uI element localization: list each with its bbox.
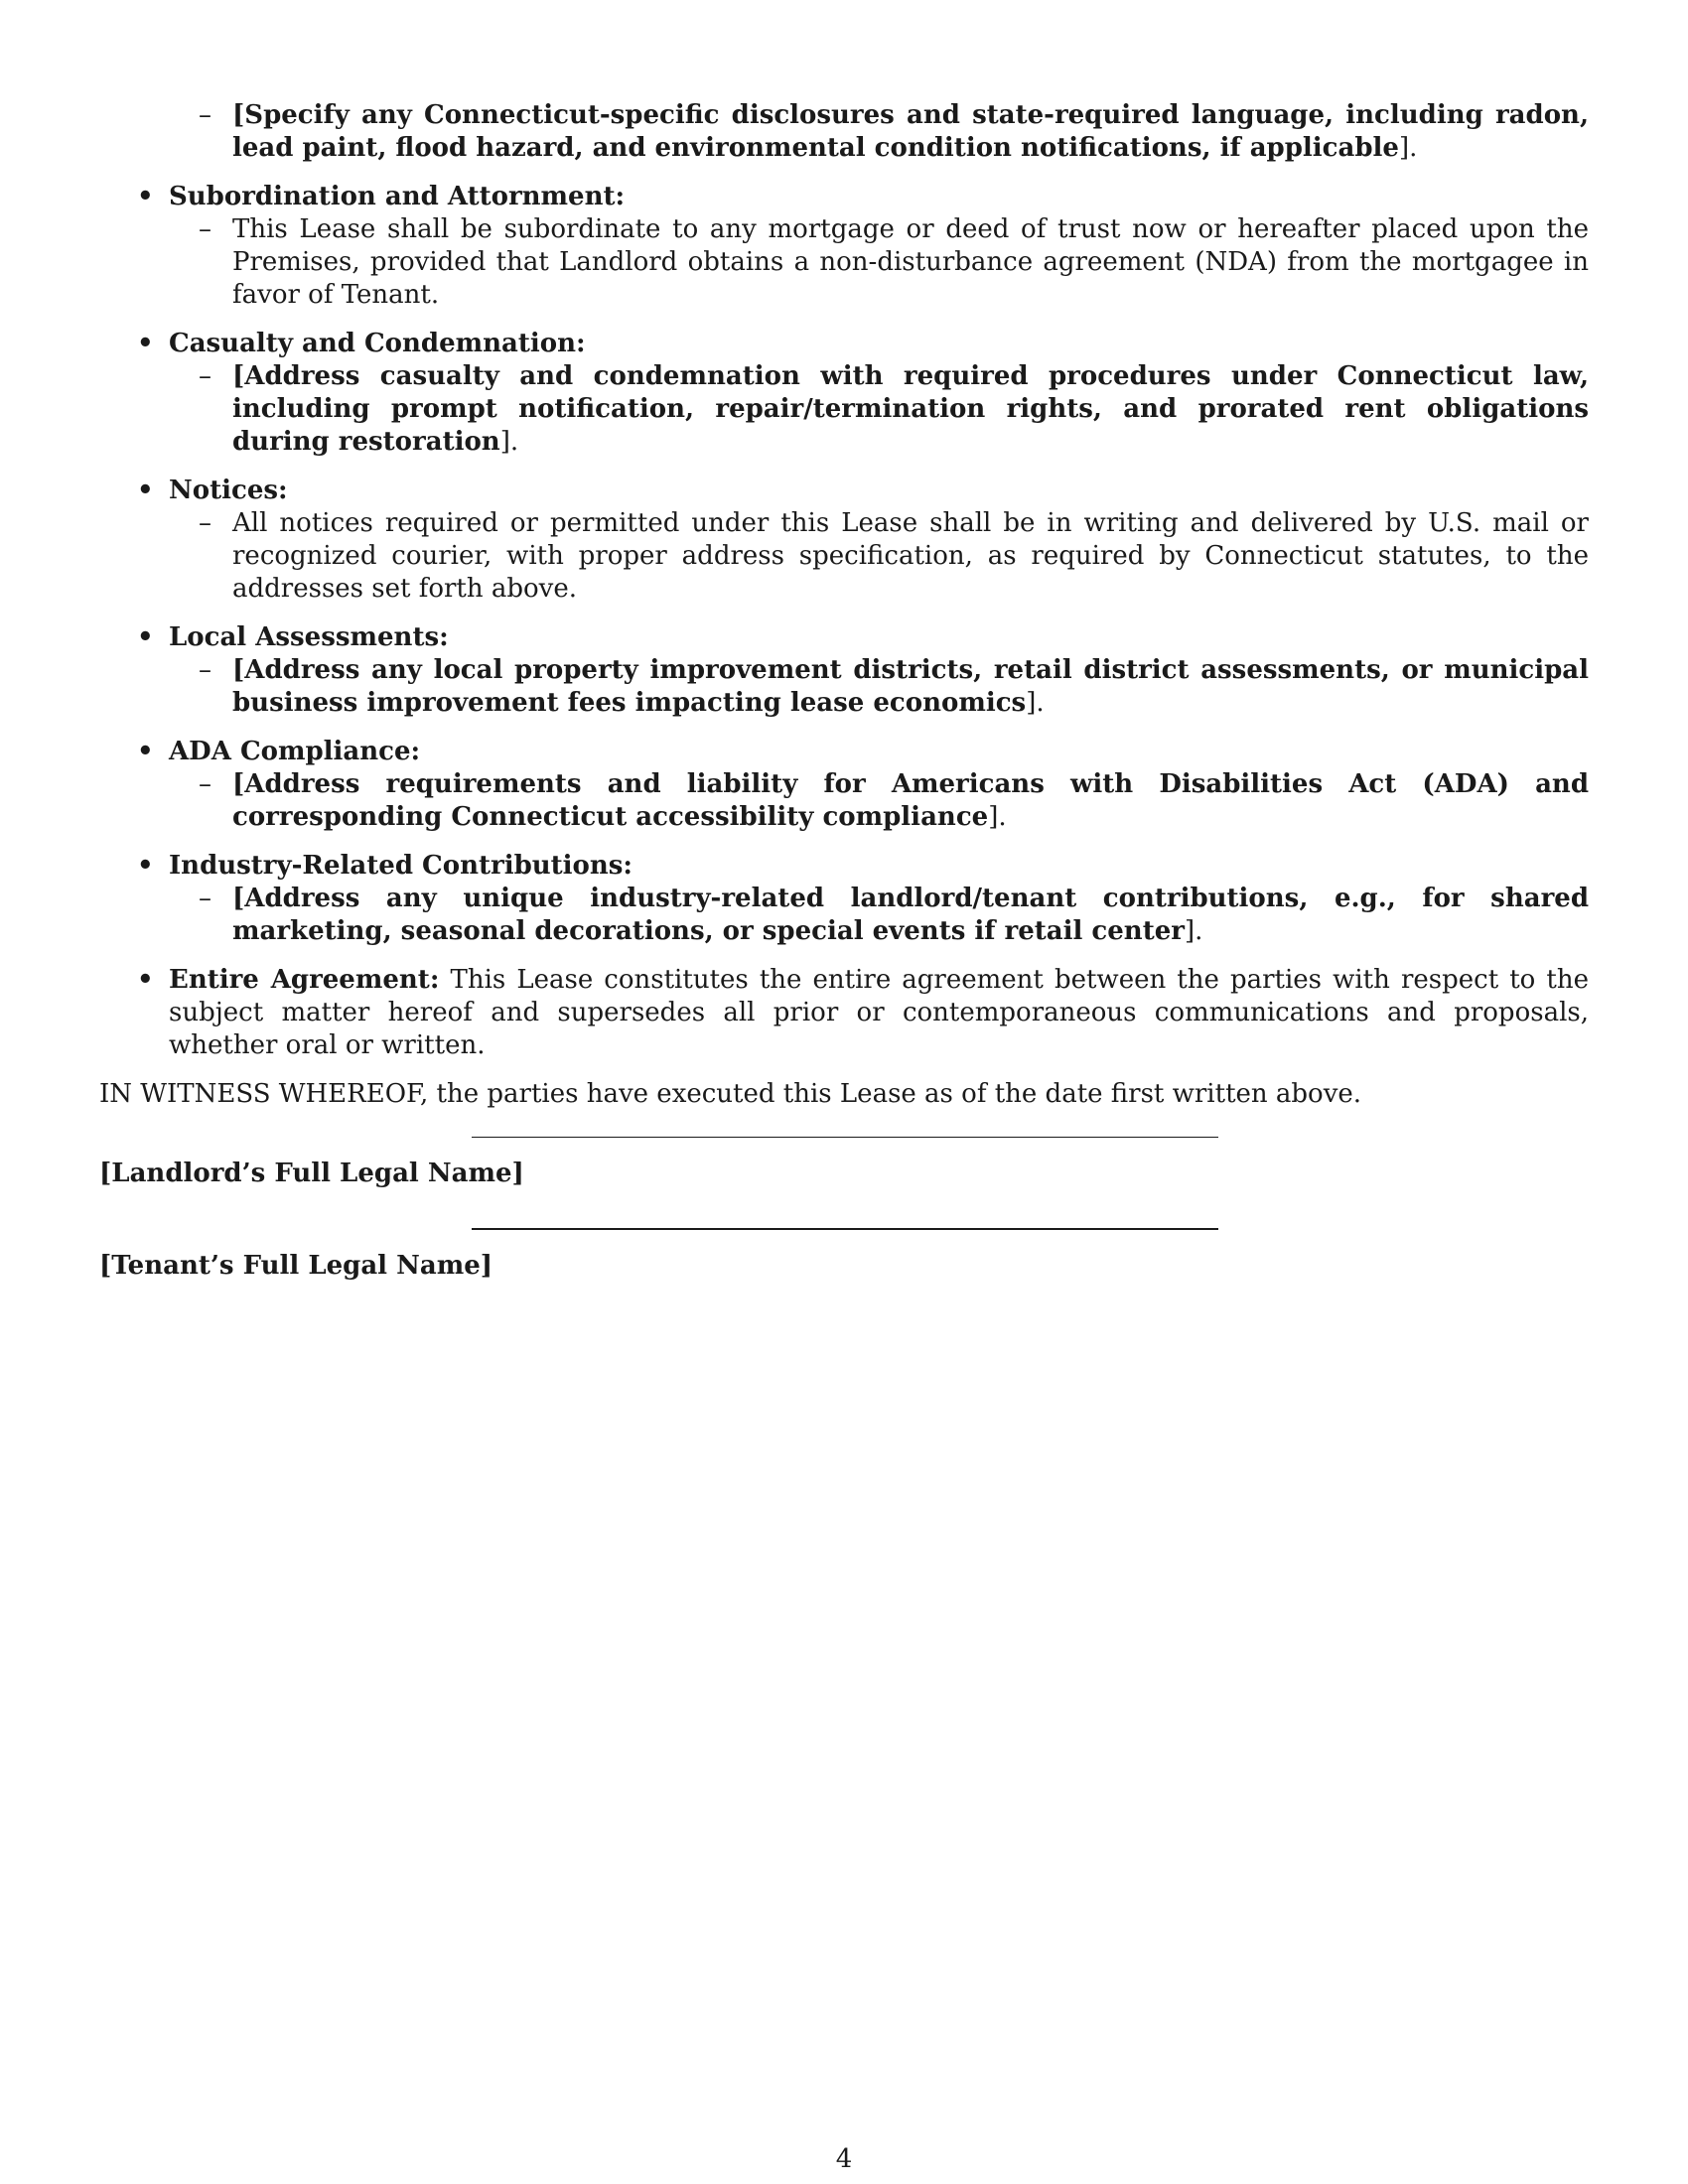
placeholder-close: ]. xyxy=(499,427,519,457)
clause-title: ADA Compliance: xyxy=(169,737,421,766)
bullet-marker: • xyxy=(137,622,154,652)
placeholder-close: ]. xyxy=(988,802,1007,832)
notices-text: All notices required or permitted under this Lease shall be in writing and delivered by U.S. mail or recognized courier, with proper address specification, as required by Connecticut statutes, to the addresses set forth above. xyxy=(232,508,1589,604)
clause-sub-item xyxy=(169,768,1589,834)
clause-sub-item xyxy=(169,654,1589,720)
clause-title: Notices: xyxy=(169,476,288,505)
dash-marker: – xyxy=(199,100,211,130)
clause-title: Local Assessments: xyxy=(169,622,449,652)
disclosures-placeholder-text: [Specify any Connecticut-specific disclosures and state-required language, including radon, lead paint, flood hazard, and environmental condition notifications, if applicable xyxy=(232,100,1589,163)
clause-disclosures-continued xyxy=(99,99,1589,165)
dash-marker: – xyxy=(199,361,211,391)
clause-entire-agreement xyxy=(99,964,1589,1062)
dash-marker: – xyxy=(199,655,211,685)
placeholder-close: ]. xyxy=(1398,133,1418,163)
placeholder-close: ]. xyxy=(1026,688,1045,718)
lease-page xyxy=(99,99,1589,1283)
bullet-marker: • xyxy=(137,329,154,358)
page-number: 4 xyxy=(835,2144,853,2174)
clause-title: Entire Agreement: xyxy=(169,965,440,995)
witness-statement: IN WITNESS WHEREOF, the parties have executed this Lease as of the date first written above. xyxy=(99,1079,1362,1109)
clause-sub-item xyxy=(169,213,1589,312)
casualty-placeholder-text: [Address casualty and condemnation with required procedures under Connecticut law, including prompt notification, repair/termination rights, and prorated rent obligations during restoration xyxy=(232,361,1589,457)
landlord-signature-line[interactable] xyxy=(472,1137,1218,1138)
dash-marker: – xyxy=(199,214,211,244)
bullet-marker: • xyxy=(137,737,154,766)
clause-local-assessments xyxy=(99,621,1589,720)
clause-title: Casualty and Condemnation: xyxy=(169,329,586,358)
ada-placeholder-text: [Address requirements and liability for Americans with Disabilities Act (ADA) and corresponding Connecticut accessibility compliance xyxy=(232,769,1589,832)
dash-marker: – xyxy=(199,508,211,538)
bullet-marker: • xyxy=(137,851,154,881)
clause-sub-item xyxy=(169,360,1589,459)
tenant-signature-line[interactable] xyxy=(472,1228,1218,1230)
tenant-name: [Tenant’s Full Legal Name] xyxy=(99,1251,493,1281)
local-assessments-placeholder-text: [Address any local property improvement districts, retail district assessments, or municipal business improvement fees impacting lease economics xyxy=(232,655,1589,718)
clause-sub-item xyxy=(169,507,1589,606)
bullet-marker: • xyxy=(137,965,154,995)
bullet-marker: • xyxy=(137,182,154,211)
clause-ada xyxy=(99,736,1589,834)
industry-placeholder-text: [Address any unique industry-related landlord/tenant contributions, e.g., for shared marketing, seasonal decorations, or special events if retail center xyxy=(232,884,1589,946)
dash-marker: – xyxy=(199,884,211,913)
clause-industry xyxy=(99,850,1589,948)
dash-marker: – xyxy=(199,769,211,799)
clause-title: Industry-Related Contributions: xyxy=(169,851,633,881)
bullet-marker: • xyxy=(137,476,154,505)
entire-agreement-text: This Lease constitutes the entire agreement between the parties with respect to the subject matter hereof and supersedes all prior or contemporaneous communications and proposals, whether oral or written. xyxy=(169,965,1590,1060)
clause-sub-item xyxy=(169,883,1589,948)
clause-notices xyxy=(99,475,1589,606)
subordination-text: This Lease shall be subordinate to any mortgage or deed of trust now or hereafter placed upon the Premises, provided that Landlord obtains a non-disturbance agreement (NDA) from the mortgagee in favor of Tenant. xyxy=(232,214,1589,310)
landlord-name: [Landlord’s Full Legal Name] xyxy=(99,1159,524,1188)
clause-title: Subordination and Attornment: xyxy=(169,182,626,211)
clause-subordination xyxy=(99,181,1589,312)
clause-sub-item xyxy=(169,99,1589,165)
clause-casualty xyxy=(99,328,1589,459)
placeholder-close: ]. xyxy=(1184,916,1203,946)
